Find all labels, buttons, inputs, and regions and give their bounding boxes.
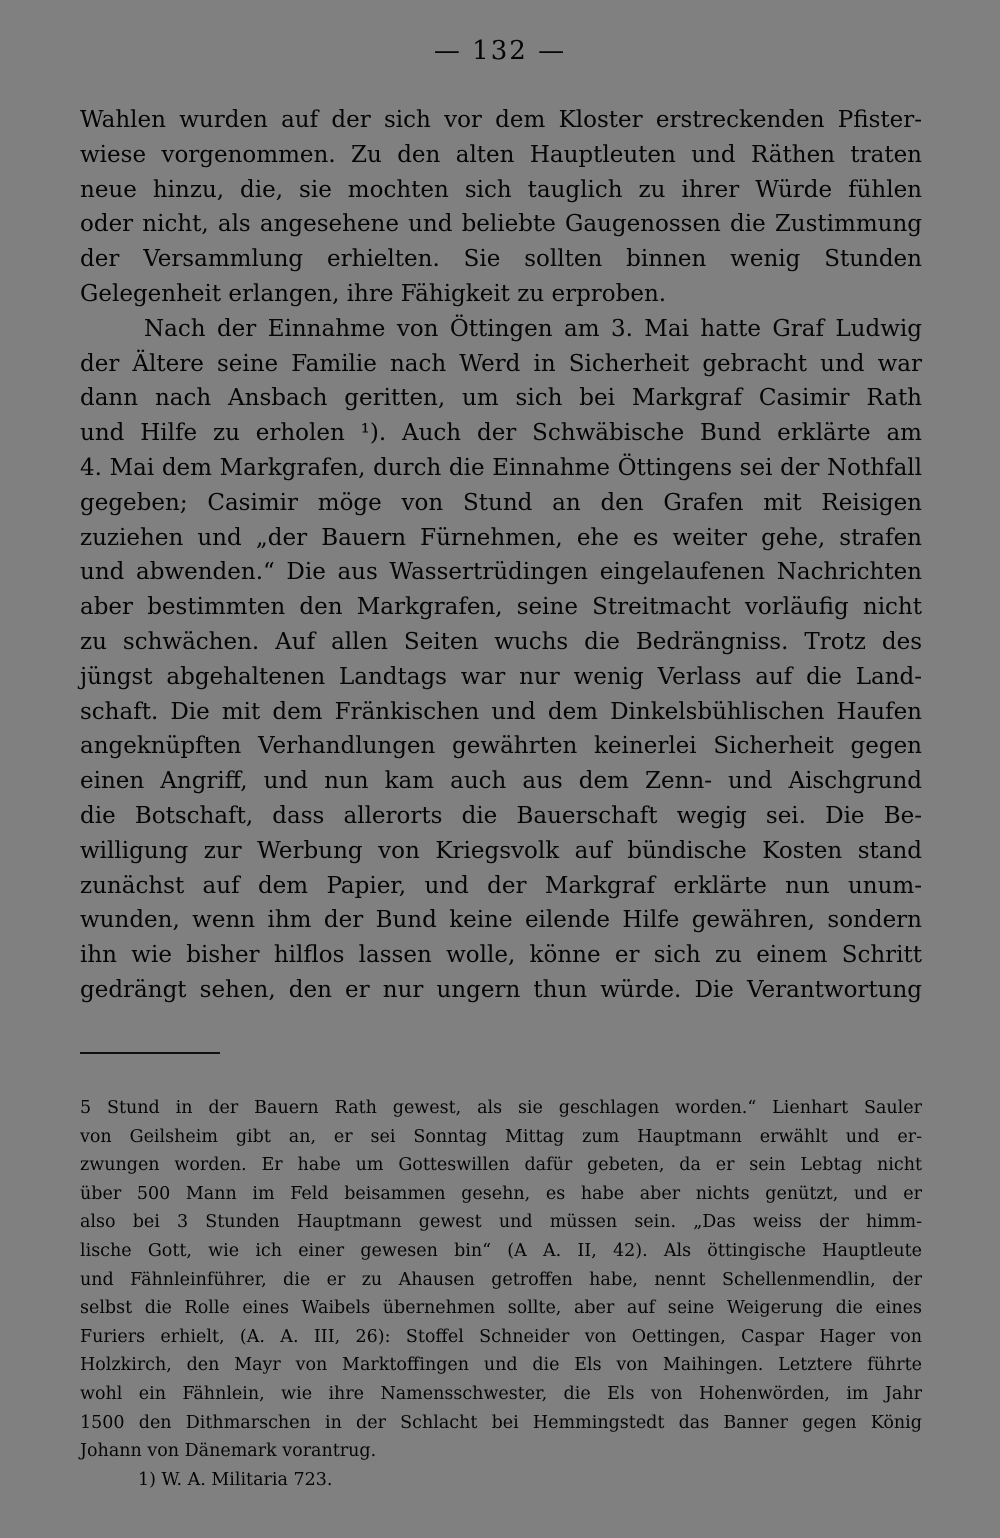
footnote-line: selbst die Rolle eines Waibels übernehmen sollte, aber auf seine Weigerung die eines: [80, 1298, 922, 1319]
body-line: schaft. Die mit dem Fränkischen und dem Dinkelsbühlischen Haufen: [80, 698, 922, 725]
footnote-line: Johann von Dänemark vorantrug.: [80, 1441, 377, 1462]
body-line: angeknüpften Verhandlungen gewährten keinerlei Sicherheit gegen: [80, 733, 922, 760]
footnote-line: lische Gott, wie ich einer gewesen bin“ (A A. II, 42). Als öttingische Hauptleute: [80, 1240, 922, 1261]
footnote-line: über 500 Mann im Feld beisammen gesehn, es habe aber nichts genützt, und er: [80, 1183, 922, 1204]
body-line: gedrängt sehen, den er nur ungern thun würde. Die Verantwortung: [80, 976, 922, 1003]
body-line: Wahlen wurden auf der sich vor dem Kloster erstreckenden Pfister-: [80, 107, 922, 133]
page-number: — 132 —: [433, 36, 567, 66]
body-line: ihn wie bisher hilflos lassen wolle, könne er sich zu einem Schritt: [80, 942, 922, 969]
body-line: zunächst auf dem Papier, und der Markgraf erklärte nun unum-: [80, 872, 922, 899]
body-line: der Ältere seine Familie nach Werd in Sicherheit gebracht und war: [80, 350, 922, 377]
body-line: 4. Mai dem Markgrafen, durch die Einnahme Öttingens sei der Nothfall: [80, 454, 922, 481]
body-line: zuziehen und „der Bauern Fürnehmen, ehe es weiter gehe, strafen: [80, 524, 922, 551]
body-line: die Botschaft, dass allerorts die Bauerschaft wegig sei. Die Be-: [80, 802, 922, 829]
body-line: einen Angriff, und nun kam auch aus dem Zenn- und Aischgrund: [80, 768, 922, 795]
body-line: aber bestimmten den Markgrafen, seine Streitmacht vorläufig nicht: [80, 594, 922, 621]
footnote-line: 5 Stund in der Bauern Rath gewest, als sie geschlagen worden.“ Lienhart Sauler: [80, 1098, 922, 1118]
body-line: und Hilfe zu erholen ¹). Auch der Schwäbische Bund erklärte am: [80, 420, 922, 447]
body-line: und abwenden.“ Die aus Wassertrüdingen eingelaufenen Nachrichten: [80, 559, 922, 586]
body-line: willigung zur Werbung von Kriegsvolk auf bündische Kosten stand: [80, 837, 922, 864]
body-line: wunden, wenn ihm der Bund keine eilende Hilfe gewähren, sondern: [80, 907, 922, 934]
body-line: zu schwächen. Auf allen Seiten wuchs die Bedrängniss. Trotz des: [80, 628, 922, 655]
footnote-line: wohl ein Fähnlein, wie ihre Namensschwester, die Els von Hohenwörden, im Jahr: [80, 1383, 922, 1404]
footnote-line: von Geilsheim gibt an, er sei Sonntag Mittag zum Hauptmann erwählt und er-: [80, 1126, 922, 1147]
body-line: oder nicht, als angesehene und beliebte Gaugenossen die Zustimmung: [80, 211, 922, 238]
footnote-line: Holzkirch, den Mayr von Marktoffingen und die Els von Maihingen. Letztere führte: [80, 1355, 922, 1376]
footnote-line: zwungen worden. Er habe um Gotteswillen dafür gebeten, da er sein Lebtag nicht: [80, 1155, 922, 1176]
main-text: [80, 103, 922, 1008]
footnote-line: 1500 den Dithmarschen in der Schlacht bei Hemmingstedt das Banner gegen König: [80, 1412, 922, 1433]
body-line: jüngst abgehaltenen Landtags war nur wenig Verlass auf die Land-: [80, 663, 922, 690]
footnote-divider: [80, 1052, 220, 1054]
footnote-line: und Fähnleinführer, die er zu Ahausen getroffen habe, nennt Schellenmendlin, der: [80, 1269, 922, 1290]
body-line: Gelegenheit erlangen, ihre Fähigkeit zu erproben.: [80, 280, 667, 307]
body-line: gegeben; Casimir möge von Stund an den Grafen mit Reisigen: [80, 489, 922, 516]
footnote-line: Furiers erhielt, (A. A. III, 26): Stoffel Schneider von Oettingen, Caspar Hager von: [80, 1326, 922, 1347]
footnote-reference: 1) W. A. Militaria 723.: [138, 1469, 333, 1490]
footnotes: [80, 1094, 922, 1494]
body-line: neue hinzu, die, sie mochten sich tauglich zu ihrer Würde fühlen: [80, 176, 922, 203]
body-line: Nach der Einnahme von Öttingen am 3. Mai hatte Graf Ludwig: [144, 315, 922, 342]
body-line: dann nach Ansbach geritten, um sich bei Markgraf Casimir Rath: [80, 385, 922, 412]
footnote-line: also bei 3 Stunden Hauptmann gewest und müssen sein. „Das weiss der himm-: [80, 1212, 922, 1233]
body-line: der Versammlung erhielten. Sie sollten binnen wenig Stunden: [80, 246, 922, 273]
body-line: wiese vorgenommen. Zu den alten Hauptleuten und Räthen traten: [80, 141, 922, 168]
